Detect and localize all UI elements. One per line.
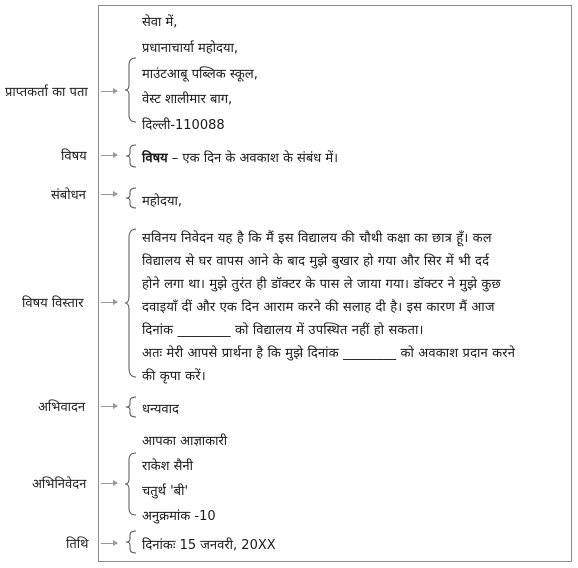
recipient-line-4: वेस्ट शालीमार बाग, (142, 92, 233, 107)
label-subject: विषय (61, 149, 87, 164)
subject-text: – एक दिन के अवकाश के संबंध में। (167, 151, 339, 166)
brace-signature (124, 452, 138, 516)
closing-line: धन्यवाद (142, 402, 179, 417)
recipient-line-1: सेवा में, (142, 15, 178, 30)
body-line-7: की कृपा करें। (142, 369, 206, 384)
arrow-recipient (101, 91, 117, 92)
arrow-signature (101, 483, 117, 484)
recipient-line-2: प्रधानाचार्या महोदया, (142, 41, 238, 56)
date-line: दिनांकः 15 जनवरी, 20XX (142, 538, 276, 553)
salutation-line: महोदया, (142, 194, 182, 209)
arrow-subject (101, 155, 117, 156)
body-line-2: विद्यालय से घर वापस आने के बाद मुझे बुखार हो गया और सिर में भी दर्द (142, 254, 490, 269)
body-line-6: अतः मेरी आपसे प्रार्थना है कि मुझे दिनांक ________ को अवकाश प्रदान करने (142, 346, 516, 361)
label-body: विषय विस्तार (22, 296, 84, 311)
signature-line-4: अनुक्रमांक -10 (142, 509, 216, 524)
brace-body (124, 228, 138, 378)
recipient-line-3: माउंटआबू पब्लिक स्कूल, (142, 67, 258, 82)
subject-heading: विषय (142, 151, 168, 166)
brace-closing (124, 396, 138, 418)
body-line-3: होने लगा था। मुझे तुरंत ही डॉक्टर के पास ले जाया गया। डॉक्टर ने मुझे कुछ (142, 277, 501, 292)
subject-line (142, 148, 338, 166)
brace-date (124, 530, 138, 554)
label-closing: अभिवादन (38, 400, 86, 415)
signature-line-3: चतुर्थ 'बी' (142, 484, 189, 499)
body-line-1: सविनय निवेदन यह है कि मैं इस विद्यालय की चौथी कक्षा का छात्र हूँ। कल (142, 231, 492, 246)
arrow-body (101, 302, 117, 303)
recipient-line-5: दिल्ली-110088 (142, 118, 225, 133)
label-recipient-address: प्राप्तकर्ता का पता (5, 85, 88, 100)
body-line-5: दिनांक ________ को विद्यालय में उपस्थित नहीं हो सकता। (142, 323, 424, 338)
label-signature: अभिनिवेदन (32, 477, 87, 492)
signature-line-1: आपका आज्ञाकारी (142, 434, 228, 449)
brace-salutation (124, 187, 138, 209)
brace-subject (124, 144, 138, 168)
brace-recipient (124, 57, 138, 123)
signature-line-2: राकेश सैनी (142, 459, 194, 474)
arrow-date (101, 543, 117, 544)
arrow-salutation (101, 194, 117, 195)
label-salutation: संबोधन (51, 188, 86, 203)
body-line-4: दवाइयाँ दीं और एक दिन आराम करने की सलाह दी है। इस कारण मैं आज (142, 300, 495, 315)
arrow-closing (101, 406, 117, 407)
label-date: तिथि (66, 537, 89, 552)
